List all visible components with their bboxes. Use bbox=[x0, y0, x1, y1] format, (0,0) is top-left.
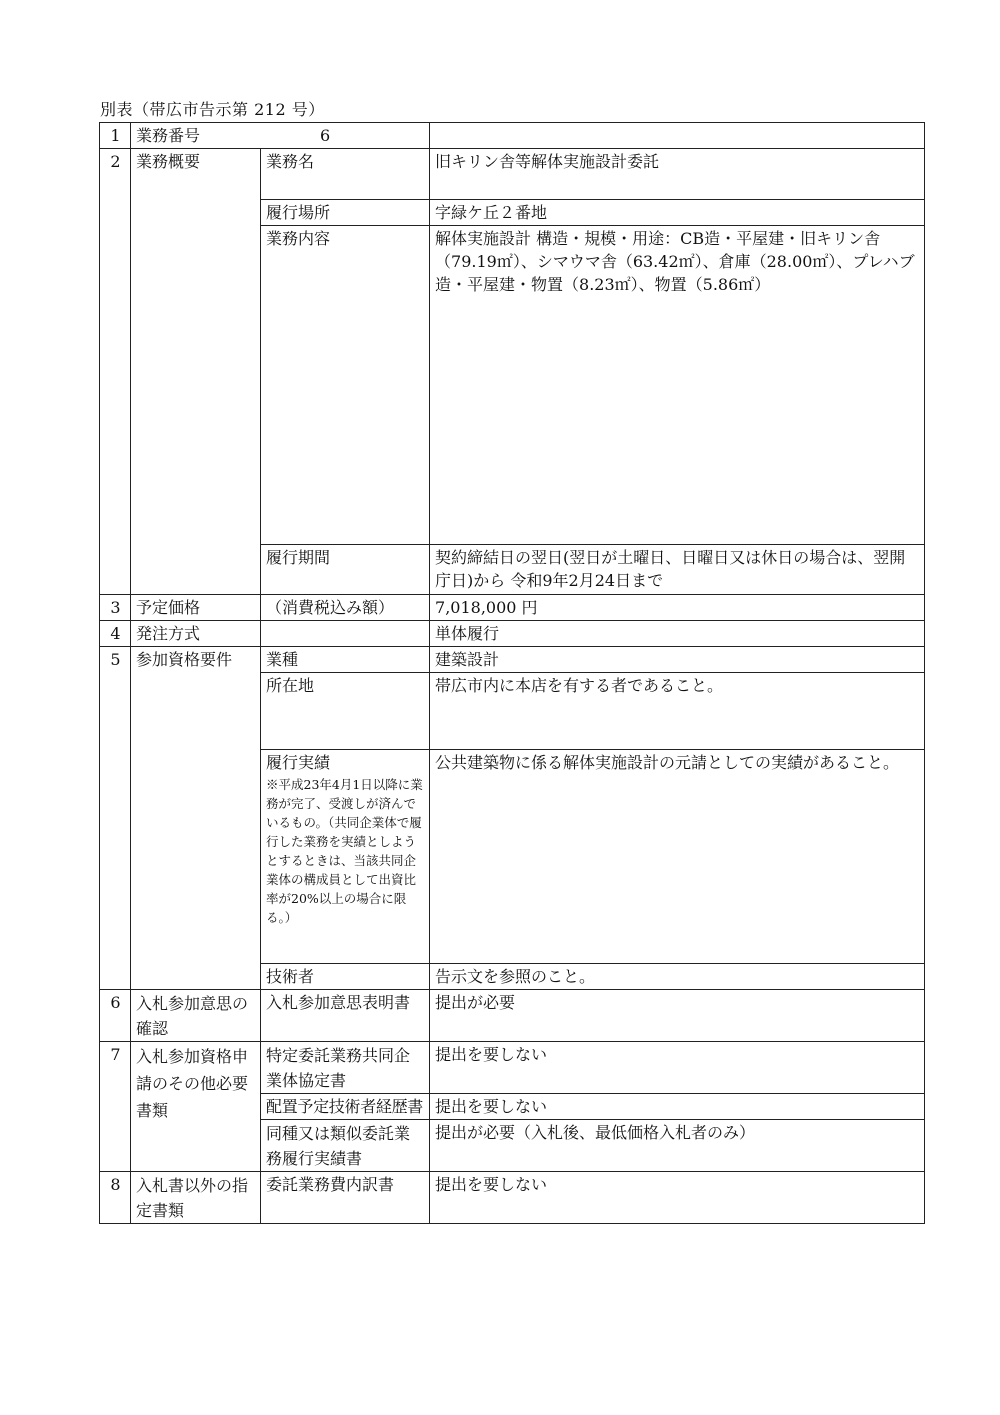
performance-note: ※平成23年4月1日以降に業務が完了、受渡しが済んでいるもの。（共同企業体で履行した業務を実績としようとするときは、当該共同企業体の構成員として出資比率が20%以上の場合に限る。） bbox=[266, 777, 423, 925]
row-number: 5 bbox=[100, 647, 131, 990]
row-number: 2 bbox=[100, 149, 131, 595]
specification-table bbox=[99, 122, 925, 1224]
row-number: 8 bbox=[100, 1172, 131, 1224]
sub-label: （消費税込み額） bbox=[261, 595, 430, 621]
document-requirement: 提出を要しない bbox=[430, 1172, 925, 1224]
row-number: 3 bbox=[100, 595, 131, 621]
item-label: 参加資格要件 bbox=[131, 647, 261, 990]
document-name: 入札参加意思表明書 bbox=[261, 990, 430, 1042]
business-name-value: 旧キリン舎等解体実施設計委託 bbox=[430, 149, 925, 200]
order-method-value: 単体履行 bbox=[430, 621, 925, 647]
item-label: 予定価格 bbox=[131, 595, 261, 621]
document-name: 委託業務費内訳書 bbox=[261, 1172, 430, 1224]
period-value: 契約締結日の翌日(翌日が土曜日、日曜日又は休日の場合は、翌開庁日)から 令和9年2月24日まで bbox=[430, 545, 925, 595]
document-requirement: 提出が必要 bbox=[430, 990, 925, 1042]
table-row bbox=[100, 595, 925, 621]
item-label: 入札参加資格申請のその他必要書類 bbox=[131, 1042, 261, 1172]
row-number: 1 bbox=[100, 123, 131, 149]
industry-value: 建築設計 bbox=[430, 647, 925, 673]
business-number-label: 業務番号 bbox=[136, 126, 201, 145]
sub-label-empty bbox=[261, 621, 430, 647]
content-value: 解体実施設計 構造・規模・用途：CB造・平屋建・旧キリン舎（79.19㎡）、シマウマ舎（63.42㎡）、倉庫（28.00㎡）、プレハブ造・平屋建・物置（8.23㎡）、物置（5.86㎡） bbox=[430, 226, 925, 545]
row-number: 7 bbox=[100, 1042, 131, 1172]
item-label: 発注方式 bbox=[131, 621, 261, 647]
item-label: 入札書以外の指定書類 bbox=[131, 1172, 261, 1224]
sub-label: 履行期間 bbox=[261, 545, 430, 595]
row-number: 4 bbox=[100, 621, 131, 647]
business-number-value: 6 bbox=[320, 126, 331, 145]
table-row bbox=[100, 149, 925, 200]
table-row bbox=[100, 647, 925, 673]
table-caption: 別表（帯広市告示第 212 号） bbox=[100, 100, 325, 119]
table-row bbox=[100, 123, 925, 149]
place-value: 字緑ケ丘２番地 bbox=[430, 200, 925, 226]
document-requirement: 提出が必要（入札後、最低価格入札者のみ） bbox=[430, 1120, 925, 1172]
item-value-empty bbox=[430, 123, 925, 149]
item-label: 業務概要 bbox=[131, 149, 261, 595]
table-row bbox=[100, 990, 925, 1042]
engineer-value: 告示文を参照のこと。 bbox=[430, 964, 925, 990]
table-row bbox=[100, 621, 925, 647]
sub-label: 履行場所 bbox=[261, 200, 430, 226]
item-label bbox=[131, 123, 430, 149]
price-value: 7,018,000 円 bbox=[430, 595, 925, 621]
row-number: 6 bbox=[100, 990, 131, 1042]
document-requirement: 提出を要しない bbox=[430, 1042, 925, 1094]
sub-label: 業種 bbox=[261, 647, 430, 673]
sub-label: 所在地 bbox=[261, 673, 430, 750]
document-requirement: 提出を要しない bbox=[430, 1094, 925, 1120]
document-name: 同種又は類似委託業務履行実績書 bbox=[261, 1120, 430, 1172]
table-row bbox=[100, 1172, 925, 1224]
sub-label: 業務名 bbox=[261, 149, 430, 200]
performance-label: 履行実績 bbox=[266, 753, 331, 772]
document-name: 配置予定技術者経歴書 bbox=[261, 1094, 430, 1120]
location-value: 帯広市内に本店を有する者であること。 bbox=[430, 673, 925, 750]
sub-label: 業務内容 bbox=[261, 226, 430, 545]
sub-label: 技術者 bbox=[261, 964, 430, 990]
document-name: 特定委託業務共同企業体協定書 bbox=[261, 1042, 430, 1094]
sub-label bbox=[261, 750, 430, 964]
performance-value: 公共建築物に係る解体実施設計の元請としての実績があること。 bbox=[430, 750, 925, 964]
item-label: 入札参加意思の確認 bbox=[131, 990, 261, 1042]
table-row bbox=[100, 1042, 925, 1094]
